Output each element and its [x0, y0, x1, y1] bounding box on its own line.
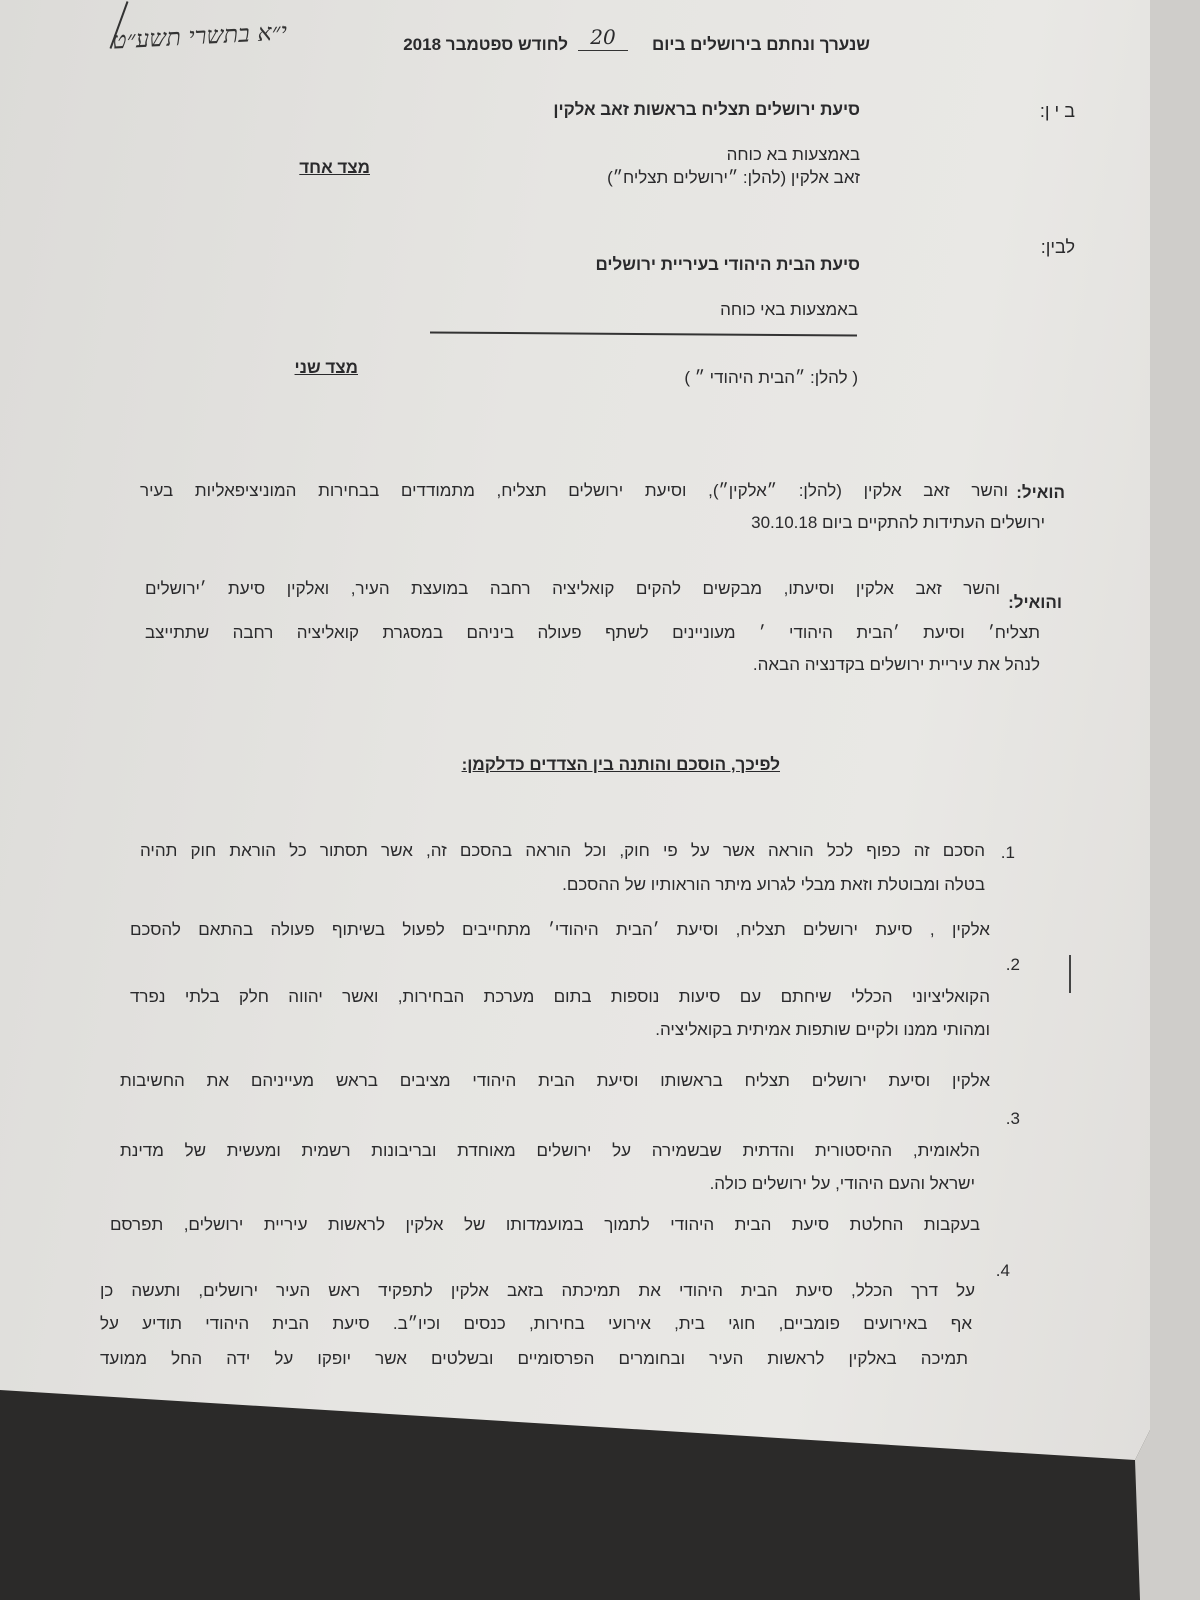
clause-3-line: ישראל והעם היהודי, על ירושלים כולה.	[709, 1174, 975, 1193]
opening-line-before: שנערך ונחתם בירושלים ביום	[651, 35, 870, 54]
clause-2-line: ומהותי ממנו ולקיים שותפות אמיתית בקואליציה.	[655, 1020, 990, 1039]
whereas-1-line: ירושלים העתידות להתקיים ביום 30.10.18	[751, 513, 1045, 532]
whereas-2-line: והשר זאב אלקין וסיעתו, מבקשים להקים קואליציה רחבה במועצת העיר, ואלקין סיעת ׳ירושלים	[145, 579, 1000, 598]
whereas-2-line: לנהל את עיריית ירושלים בקדנציה הבאה.	[752, 655, 1040, 674]
party-two-by: באמצעות באי כוחה	[720, 300, 858, 319]
party-two-name: סיעת הבית היהודי בעיריית ירושלים	[595, 255, 860, 274]
party-one-rep: זאב אלקין (להלן: ״ירושלים תצליח״)	[607, 168, 860, 187]
margin-mark	[1069, 955, 1071, 993]
agreement-heading: לפיכך, הוסכם והותנה בין הצדדים כדלקמן:	[461, 755, 780, 774]
party-two-side: מצד שני	[294, 358, 358, 377]
party-one-name: סיעת ירושלים תצליח בראשות זאב אלקין	[553, 100, 860, 119]
opening-line-after: לחודש ספטמבר 2018	[403, 35, 568, 54]
party-two-alias: ( להלן: ״הבית היהודי ״ )	[684, 368, 858, 387]
party-one-side: מצד אחד	[299, 158, 370, 177]
clause-2-number: 2.	[1005, 955, 1020, 974]
clause-4-line: על דרך הכלל, סיעת הבית היהודי את תמיכתה בזאב אלקין לתפקיד ראש העיר ירושלים, ותעשה כן	[100, 1281, 975, 1300]
clause-1-number: 1.	[1000, 843, 1015, 862]
clause-3-line: אלקין וסיעת ירושלים תצליח בראשותו וסיעת הבית היהודי מציבים בראש מעייניהם את החשיבות	[120, 1071, 990, 1090]
clause-1-line: הסכם זה כפוף לכל הוראה אשר על פי חוק, וכל הוראה בהסכם זה, אשר תסתור כל הוראת חוק תהיה	[140, 841, 985, 860]
party-two-label: לבין:	[1040, 237, 1075, 257]
clause-1-line: בטלה ומבוטלת וזאת מבלי לגרוע מיתר הוראותיו של ההסכם.	[562, 875, 985, 894]
clause-4-line: תמיכה באלקין לראשות העיר ובחומרים הפרסומיים ובשלטים אשר יופקו על ידה החל ממועד	[100, 1349, 968, 1368]
whereas-1-label: הואיל:	[1016, 483, 1065, 502]
clause-4-number: 4.	[995, 1261, 1010, 1280]
clause-3-line: הלאומית, ההיסטורית והדתית שבשמירה על ירושלים מאוחדת ובריבונות רשמית ומעשית של מדינת	[120, 1141, 980, 1160]
handwritten-day: 20	[578, 26, 628, 51]
handwritten-hebrew-date: י״א בתשרי תשע״ט	[111, 17, 288, 55]
whereas-2-label: והואיל:	[1008, 593, 1062, 612]
clause-4-line: בעקבות החלטת סיעת הבית היהודי לתמוך במועמדותו של אלקין לראשות עיריית ירושלים, תפרסם	[110, 1215, 980, 1234]
whereas-1-line: והשר זאב אלקין (להלן: ״אלקין״), וסיעת ירושלים תצליח, מתמודדים בבחירות המוניציפאליות בעיר	[140, 481, 1008, 500]
party-one-by: באמצעות בא כוחה	[726, 145, 860, 164]
clause-2-line: הקואליציוני הכללי שיחתם עם סיעות נוספות בתום מערכת הבחירות, ואשר יהווה חלק בלתי נפרד	[130, 987, 990, 1006]
clause-4-line: אף באירועים פומביים, חוגי בית, אירועי בחירות, כנסים וכיו״ב. סיעת הבית היהודי תודיע על	[100, 1314, 972, 1333]
whereas-2-line: תצליח׳ וסיעת ׳הבית היהודי ׳ מעוניינים לשתף פעולה ביניהם במסגרת קואליציה רחבה שתתייצב	[145, 623, 1040, 642]
clause-2-line: אלקין , סיעת ירושלים תצליח, וסיעת ׳הבית היהודי׳ מתחייבים לפעול בשיתוף פעולה בהתאם להסכם	[130, 920, 990, 939]
clause-3-number: 3.	[1005, 1109, 1020, 1128]
party-one-label: ב י ן:	[1039, 101, 1075, 121]
